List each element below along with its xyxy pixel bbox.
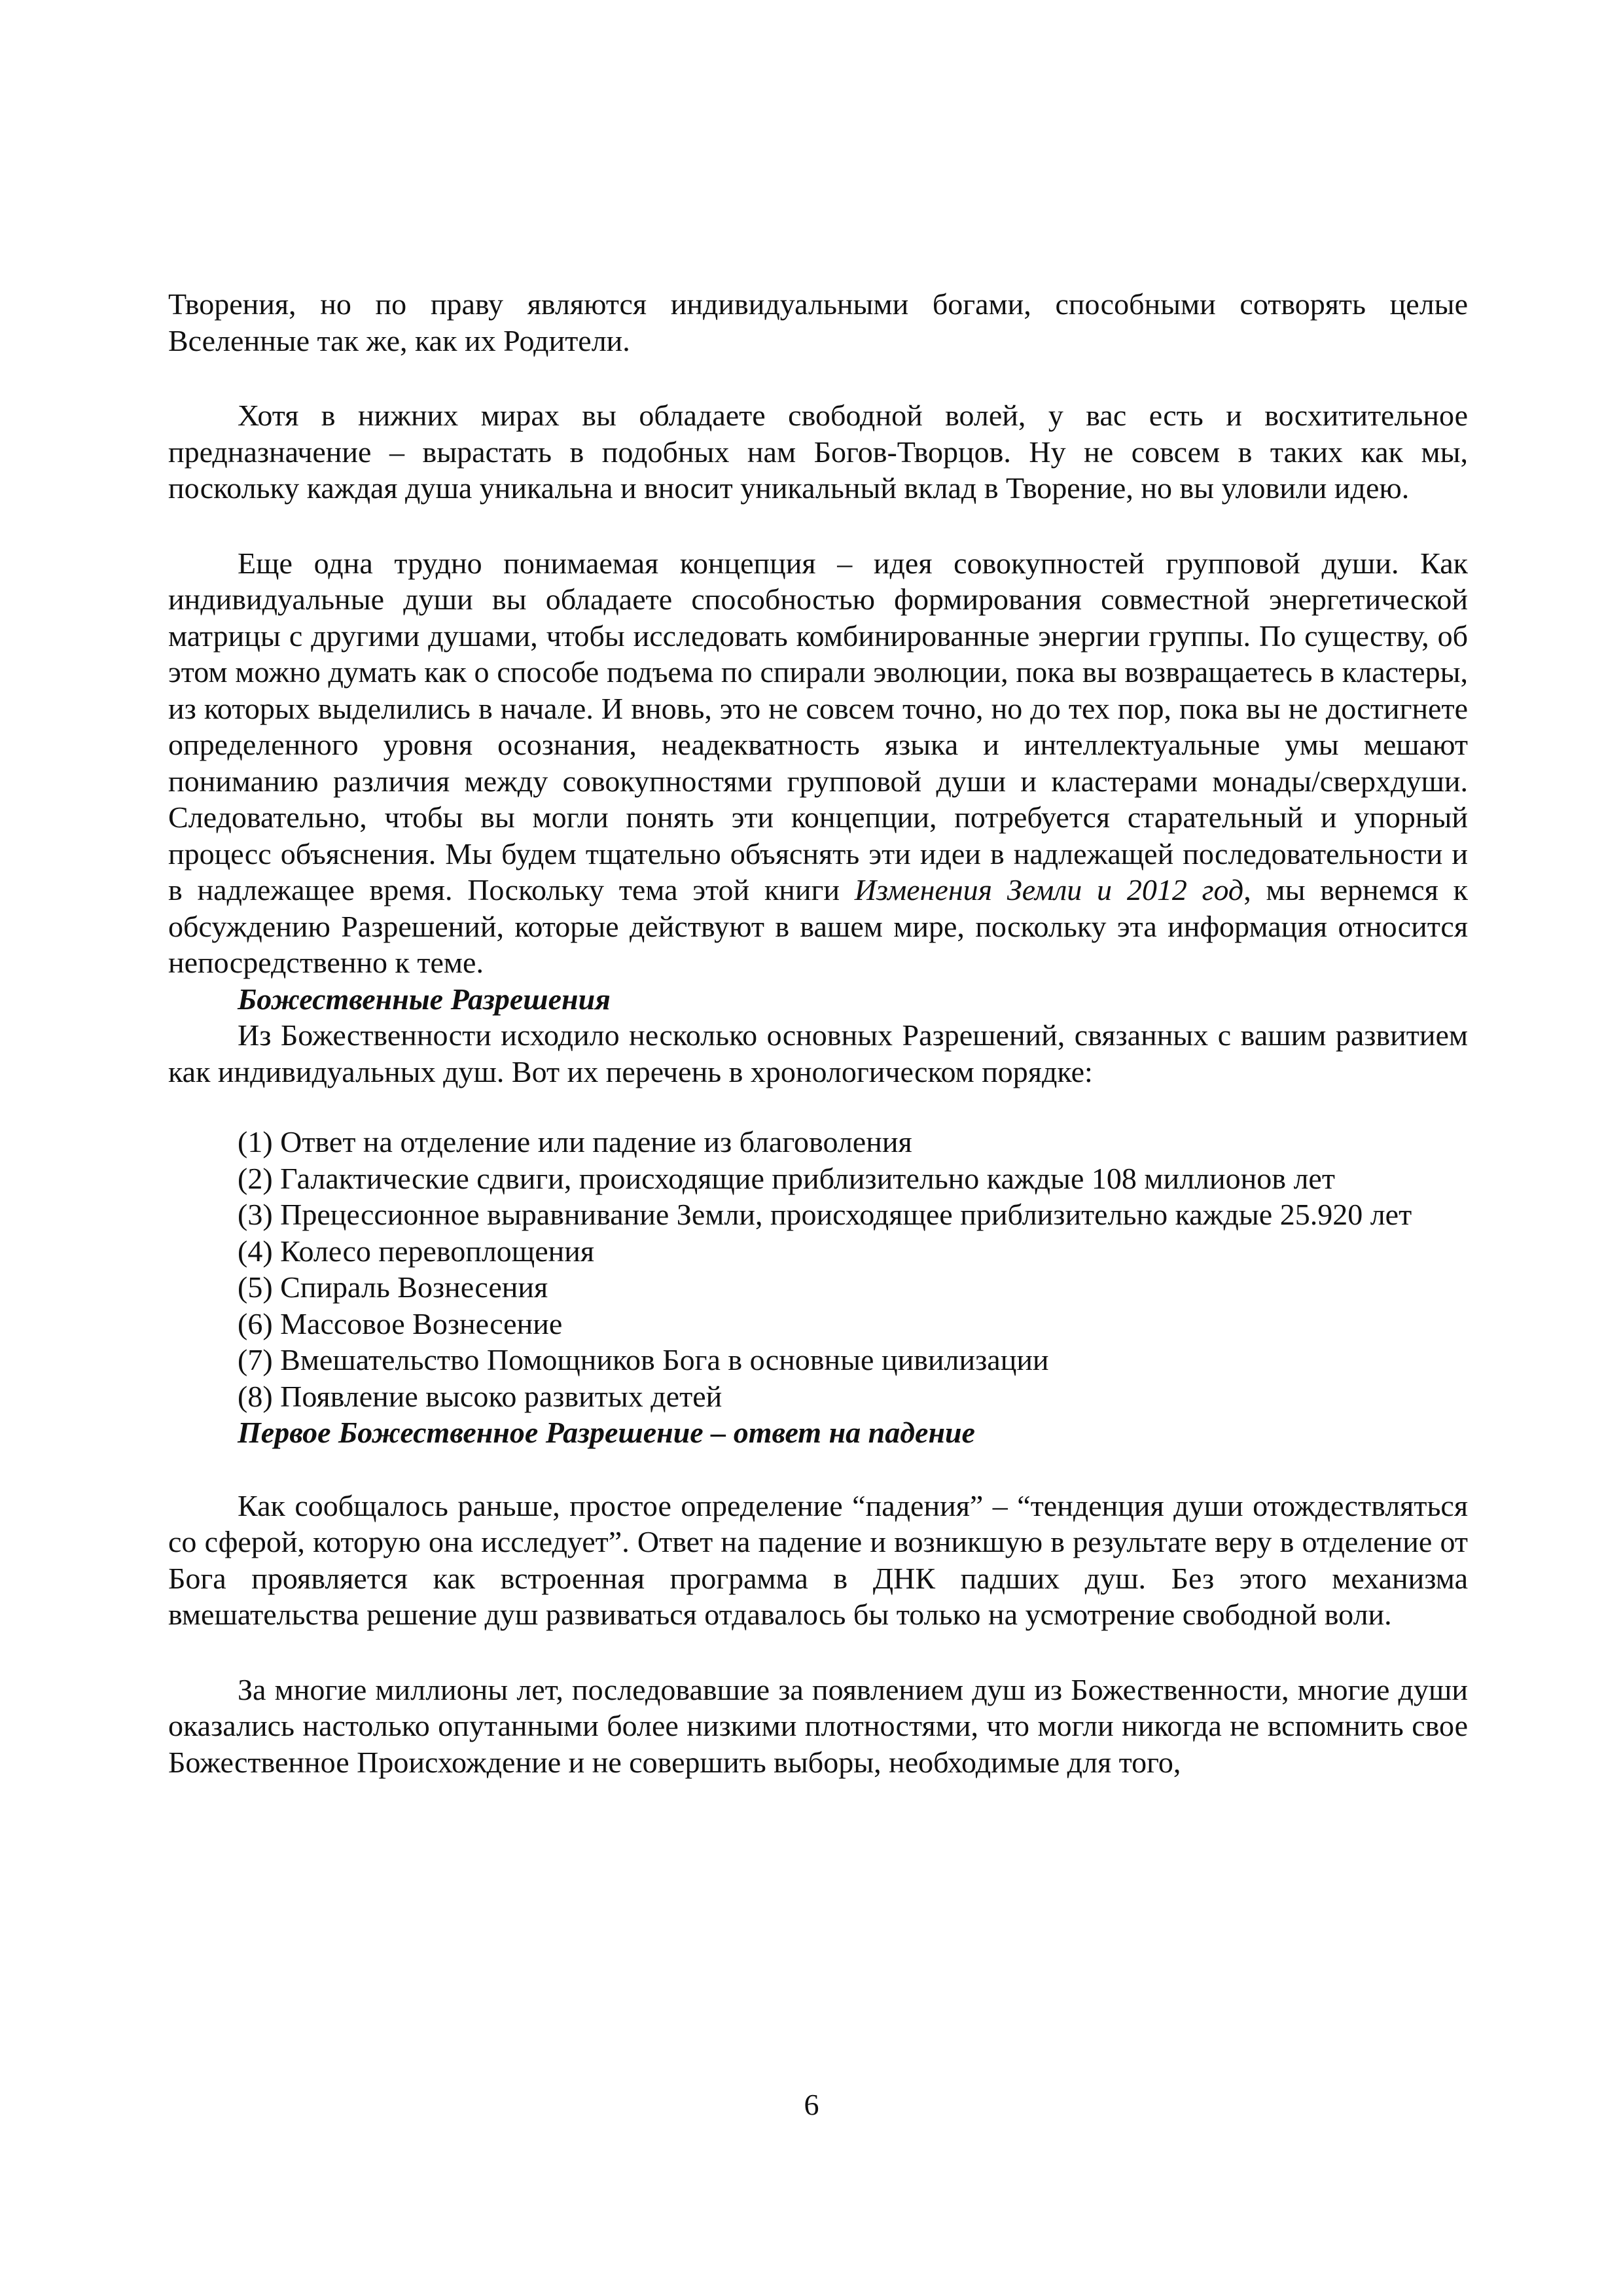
paragraph-destiny: Хотя в нижних мирах вы обладаете свободной волей, у вас есть и восхитительное предназначение – вырастать в подобных нам Богов-Творцов. Ну не совсем в таких как мы, поскольку каждая душа уникальна и вносит уникальный вклад в Творение, но вы уловили идею.	[168, 399, 1468, 505]
document-page	[168, 286, 1468, 1780]
paragraph-continuation: Творения, но по праву являются индивидуальными богами, способными сотворять целые Вселенные так же, как их Родители.	[168, 287, 1468, 357]
paragraph-dispensations-intro: Из Божественности исходило несколько основных Разрешений, связанных с вашим развитием как индивидуальных душ. Вот их перечень в хронологическом порядке:	[168, 1018, 1468, 1088]
list-item: (3) Прецессионное выравнивание Земли, происходящее приблизительно каждые 25.920 лет	[238, 1198, 1412, 1231]
page-number: 6	[804, 2088, 819, 2121]
paragraph-group-soul-text-start: Еще одна трудно понимаемая концепция – идея совокупностей групповой души. Как индивидуальные души вы обладаете способностью формирования совместной энергетической матрицы с другими душами, чтобы исследовать комбинированные энергии группы. По существу, об этом можно думать как о способе подъема по спирали эволюции, пока вы возвращаетесь в кластеры, из которых выделились в начале. И вновь, это не совсем точно, но до тех пор, пока вы не достигнете определенного уровня осознания, неадекватность языка и интеллектуальные умы мешают пониманию различия между совокупностями групповой души и кластерами монады/сверхдуши. Следовательно, чтобы вы могли понять эти концепции, потребуется старательный и упорный процесс объяснения. Мы будем тщательно объяснять эти идеи в надлежащей последовательности и в надлежащее время. Поскольку тема этой книги	[168, 546, 1468, 906]
list-item: (8) Появление высоко развитых детей	[238, 1379, 722, 1413]
list-item: (7) Вмешательство Помощников Бога в основные цивилизации	[238, 1343, 1049, 1376]
list-item: (5) Спираль Вознесения	[238, 1270, 548, 1304]
section-heading-first-dispensation: Первое Божественное Разрешение – ответ на падение	[238, 1416, 975, 1449]
list-item: (2) Галактические сдвиги, происходящие приблизительно каждые 108 миллионов лет	[238, 1161, 1335, 1195]
section-heading-divine-dispensations: Божественные Разрешения	[238, 982, 611, 1016]
book-title-italic: Изменения Земли и 2012 год	[854, 873, 1244, 906]
list-item: (4) Колесо перевоплощения	[238, 1234, 595, 1268]
paragraph-fall-definition: Как сообщалось раньше, простое определение “падения” – “тенденция души отождествляться со сферой, которую она исследует”. Ответ на падение и возникшую в результате веру в отделение от Бога проявляется как встроенная программа в ДНК падших душ. Без этого механизма вмешательства решение душ развиваться отдавалось бы только на усмотрение свободной воли.	[168, 1488, 1468, 1631]
paragraph-millions-of-years: За многие миллионы лет, последовавшие за появлением душ из Божественности, многие души оказались настолько опутанными более низкими плотностями, что могли никогда не вспомнить свое Божественное Происхождение и не совершить выборы, необходимые для того,	[168, 1672, 1468, 1779]
paragraph-group-soul	[168, 545, 1468, 981]
list-item: (6) Массовое Вознесение	[238, 1306, 563, 1340]
list-item: (1) Ответ на отделение или падение из благоволения	[238, 1125, 912, 1158]
paragraph-group-soul-text-end: , мы вернемся к обсуждению Разрешений, которые действуют в вашем мире, поскольку эта информация относится непосредственно к теме.	[168, 873, 1468, 979]
dispensations-list	[168, 1124, 1468, 1414]
